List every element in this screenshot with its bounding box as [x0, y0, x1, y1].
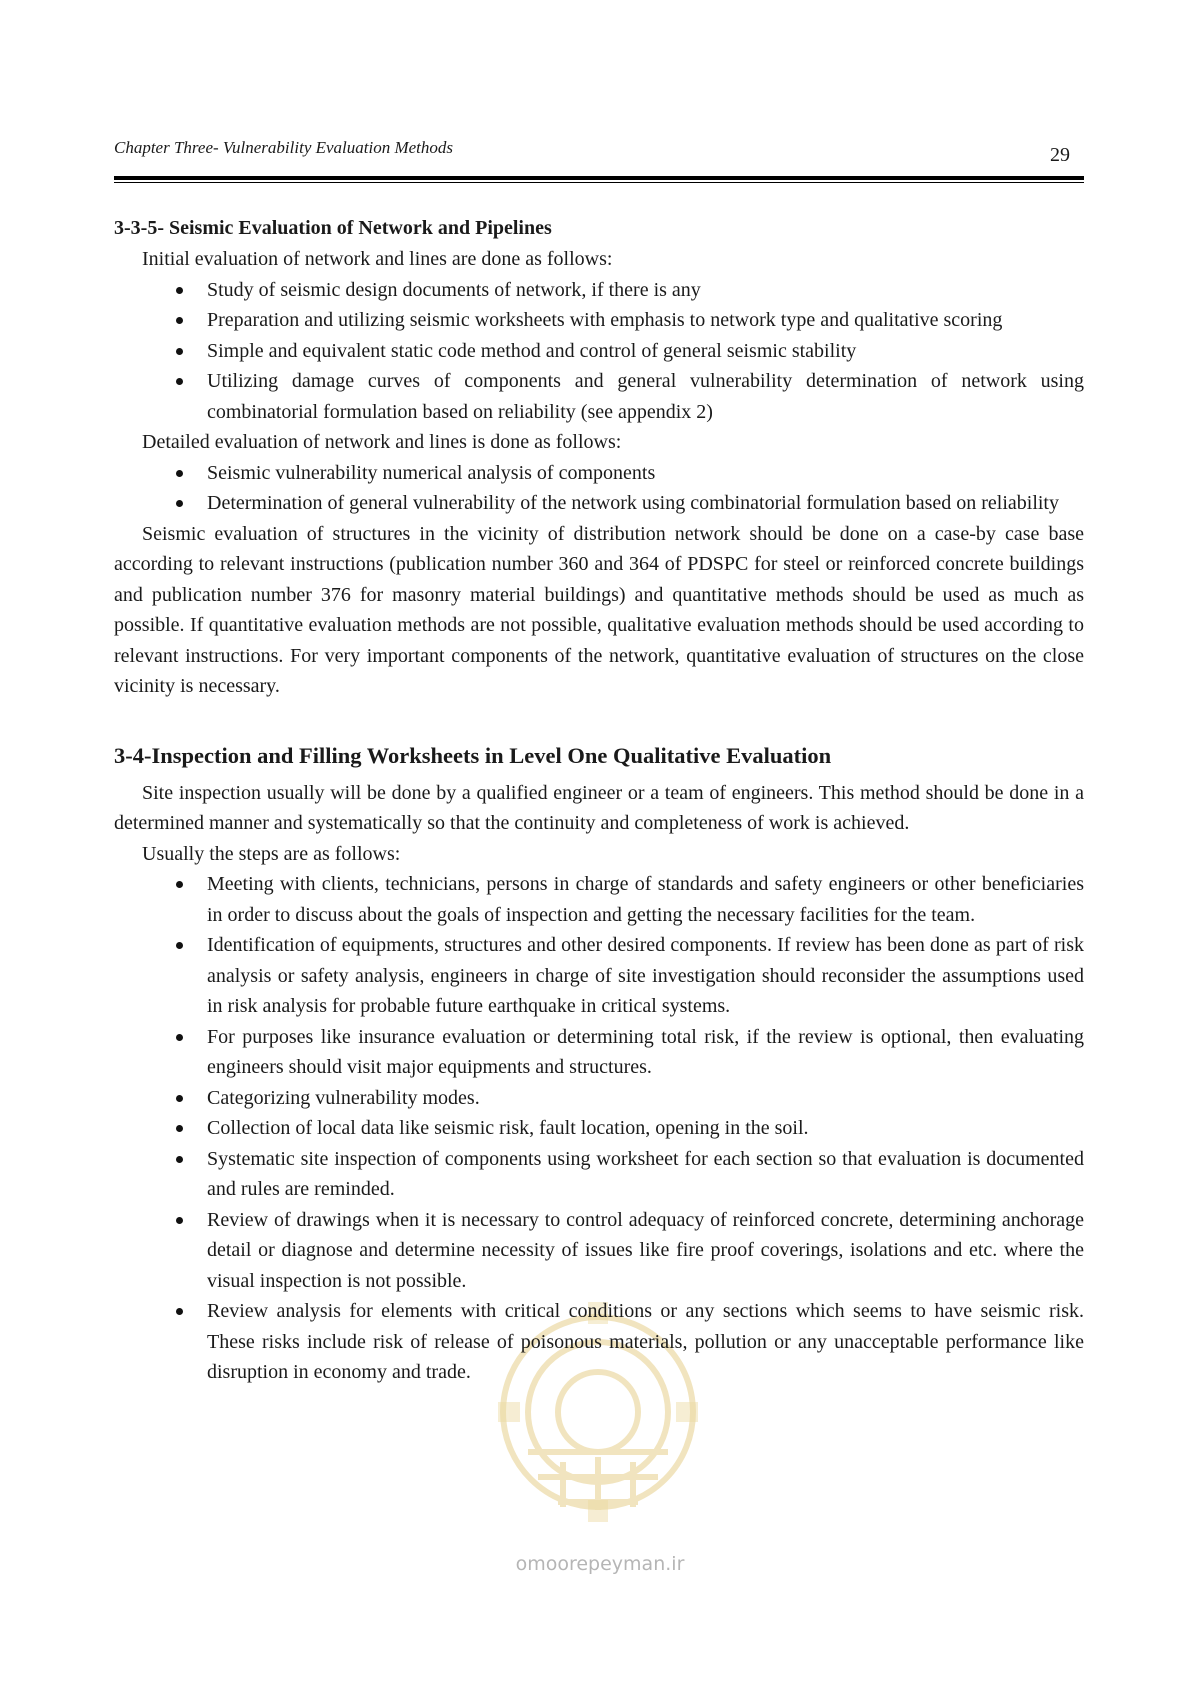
- page-number: 29: [1050, 144, 1070, 166]
- page-header: [114, 133, 1070, 173]
- initial-evaluation-intro: Initial evaluation of network and lines are done as follows:: [142, 248, 613, 270]
- list-item: Collection of local data like seismic risk, fault location, opening in the soil.: [207, 1113, 1084, 1144]
- site-inspection-paragraph: Site inspection usually will be done by a qualified engineer or a team of engineers. This method should be done in a determined manner and systematically so that the continuity and completeness of work is achieved.: [114, 781, 1084, 834]
- section-heading-3-3-5: 3-3-5- Seismic Evaluation of Network and Pipelines: [114, 217, 552, 239]
- watermark-text: omoorepeyman.ir: [515, 1553, 685, 1575]
- list-item: Determination of general vulnerability of the network using combinatorial formulation based on reliability: [207, 488, 1084, 519]
- list-item: Categorizing vulnerability modes.: [207, 1083, 1084, 1114]
- initial-evaluation-list: [114, 275, 1084, 428]
- list-item: Review analysis for elements with critical conditions or any sections which seems to have seismic risk. These risks include risk of release of poisonous materials, pollution or any unacceptable performance like disruption in economy and trade.: [207, 1296, 1084, 1388]
- list-item: Seismic vulnerability numerical analysis of components: [207, 458, 1084, 489]
- list-item: For purposes like insurance evaluation or determining total risk, if the review is optional, then evaluating engineers should visit major equipments and structures.: [207, 1022, 1084, 1083]
- header-rule-thin: [114, 182, 1084, 183]
- header-rule-thick: [114, 176, 1084, 180]
- list-item: Utilizing damage curves of components and general vulnerability determination of network using combinatorial formulation based on reliability (see appendix 2): [207, 366, 1084, 427]
- structures-evaluation-paragraph: Seismic evaluation of structures in the vicinity of distribution network should be done on a case-by case base according to relevant instructions (publication number 360 and 364 of PDSPC for steel or reinforced concrete buildings and publication number 376 for masonry material buildings) and quantitative methods should be used as much as possible. If quantitative evaluation methods are not possible, qualitative evaluation methods should be used according to relevant instructions. For very important components of the network, quantitative evaluation of structures on the close vicinity is necessary.: [114, 522, 1084, 697]
- list-item: Preparation and utilizing seismic worksheets with emphasis to network type and qualitative scoring: [207, 305, 1084, 336]
- list-item: Simple and equivalent static code method and control of general seismic stability: [207, 336, 1084, 367]
- chapter-title: Chapter Three- Vulnerability Evaluation Methods: [114, 138, 454, 157]
- list-item: Review of drawings when it is necessary to control adequacy of reinforced concrete, determining anchorage detail or diagnose and determine necessity of issues like fire proof coverings, isolations and etc. where the visual inspection is not possible.: [207, 1205, 1084, 1297]
- section-heading-3-4: 3-4-Inspection and Filling Worksheets in Level One Qualitative Evaluation: [114, 742, 832, 768]
- detailed-evaluation-intro: Detailed evaluation of network and lines is done as follows:: [142, 431, 622, 453]
- list-item: Systematic site inspection of components using worksheet for each section so that evaluation is documented and rules are reminded.: [207, 1144, 1084, 1205]
- detailed-evaluation-list: [114, 458, 1084, 519]
- list-item: Study of seismic design documents of network, if there is any: [207, 275, 1084, 306]
- inspection-steps-list: [114, 869, 1084, 1388]
- list-item: Meeting with clients, technicians, persons in charge of standards and safety engineers or other beneficiaries in order to discuss about the goals of inspection and getting the necessary facilities for the team.: [207, 869, 1084, 930]
- steps-intro: Usually the steps are as follows:: [142, 842, 401, 865]
- page-content: [114, 212, 1084, 1388]
- list-item: Identification of equipments, structures and other desired components. If review has been done as part of risk analysis or safety analysis, engineers in charge of site investigation should reconsider the assumptions used in risk analysis for probable future earthquake in critical systems.: [207, 930, 1084, 1022]
